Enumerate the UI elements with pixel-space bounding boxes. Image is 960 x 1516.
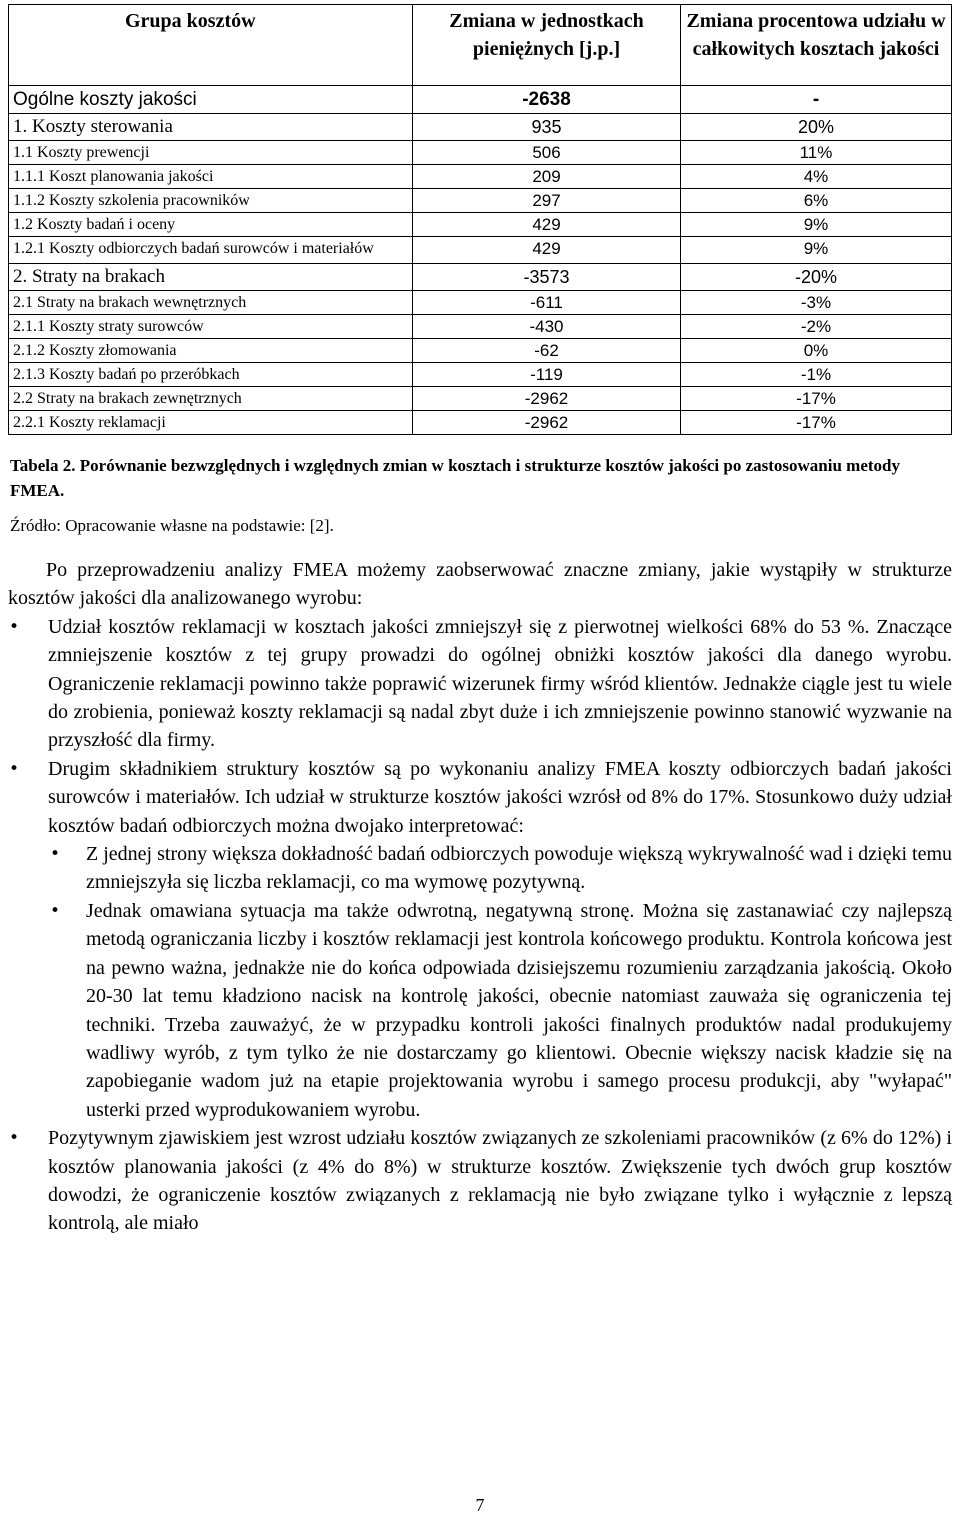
row-label: 2.2 Straty na brakach zewnętrznych bbox=[9, 387, 413, 411]
caption-text: Porównanie bezwzględnych i względnych zmian w kosztach i strukturze kosztów jakości po zastosowaniu metody FMEA. bbox=[10, 456, 900, 500]
list-item bbox=[8, 1124, 952, 1238]
list-item bbox=[8, 755, 952, 1124]
row-percent: -17% bbox=[681, 387, 952, 411]
row-value: 209 bbox=[413, 165, 681, 189]
row-percent: -3% bbox=[681, 291, 952, 315]
row-label: 1.1.1 Koszt planowania jakości bbox=[9, 165, 413, 189]
row-value: -2962 bbox=[413, 387, 681, 411]
row-value: 506 bbox=[413, 141, 681, 165]
bullet-text: Drugim składnikiem struktury kosztów są po wykonaniu analizy FMEA koszty odbiorczych badań jakości surowców i materiałów. Ich udział w strukturze kosztów jakości wzrósł od 8% do 17%. Stosunkowo duży udział kosztów badań odbiorczych można dwojako interpretować: bbox=[48, 757, 952, 837]
row-label: 2. Straty na brakach bbox=[9, 264, 413, 291]
table-row bbox=[9, 411, 952, 435]
bullet-list bbox=[8, 613, 952, 1238]
cost-table bbox=[8, 4, 952, 435]
table-row bbox=[9, 86, 952, 114]
row-label: Ogólne koszty jakości bbox=[9, 86, 413, 114]
row-label: 2.1.3 Koszty badań po przeróbkach bbox=[9, 363, 413, 387]
table-row bbox=[9, 363, 952, 387]
table-row bbox=[9, 237, 952, 264]
document-page bbox=[8, 4, 952, 1238]
sub-bullet-list bbox=[48, 840, 952, 1124]
row-label: 2.2.1 Koszty reklamacji bbox=[9, 411, 413, 435]
header-percent-change: Zmiana procentowa udziału w całkowitych kosztach jakości bbox=[681, 5, 952, 86]
row-percent: -2% bbox=[681, 315, 952, 339]
table-row bbox=[9, 114, 952, 141]
body-text bbox=[8, 556, 952, 1238]
row-label: 2.1.1 Koszty straty surowców bbox=[9, 315, 413, 339]
row-percent: 20% bbox=[681, 114, 952, 141]
row-percent: -20% bbox=[681, 264, 952, 291]
table-row bbox=[9, 165, 952, 189]
row-value: 935 bbox=[413, 114, 681, 141]
row-percent: 9% bbox=[681, 213, 952, 237]
row-value: -3573 bbox=[413, 264, 681, 291]
row-label: 1. Koszty sterowania bbox=[9, 114, 413, 141]
row-value: -2962 bbox=[413, 411, 681, 435]
caption-label: Tabela 2. bbox=[10, 456, 76, 475]
table-row bbox=[9, 387, 952, 411]
row-value: -2638 bbox=[413, 86, 681, 114]
table-caption bbox=[8, 453, 952, 503]
table-row bbox=[9, 291, 952, 315]
page-number: 7 bbox=[475, 1495, 485, 1515]
table-row bbox=[9, 264, 952, 291]
row-percent: 0% bbox=[681, 339, 952, 363]
header-monetary-change: Zmiana w jednostkach pieniężnych [j.p.] bbox=[413, 5, 681, 86]
table-row bbox=[9, 141, 952, 165]
row-label: 2.1 Straty na brakach wewnętrznych bbox=[9, 291, 413, 315]
row-label: 1.2.1 Koszty odbiorczych badań surowców i materiałów bbox=[9, 237, 413, 264]
sub-bullet-text: Z jednej strony większa dokładność badań odbiorczych powoduje większą wykrywalność wad i dzięki temu zmniejszyła się liczba reklamacji, co ma wymowę pozytywną. bbox=[86, 843, 952, 894]
sub-bullet-text: Jednak omawiana sytuacja ma także odwrotną, negatywną stronę. Można się zastanawiać czy najlepszą metodą ograniczania liczby i kosztów reklamacji jest kontrola końcowego produktu. Kontrola końcowa jest na pewno ważna, jednakże nie do końca odpowiada dzisiejszemu rozumieniu zarządzania jakością. Około 20-30 lat temu kładziono nacisk na kontrolę jakości, obecnie natomiast zauważa się ograniczenia tej techniki. Trzeba zauważyć, że w przypadku kontroli jakości finalnych produktów nadal produkujemy wadliwy wyrób, z tym tylko że nie dostarczamy go klientowi. Obecnie większy nacisk kładzie się na zapobieganie wadom już na etapie projektowania wyrobu i samego procesu produkcji, aby "wyłapać" usterki przed wyprodukowaniem wyrobu. bbox=[86, 899, 952, 1121]
list-item bbox=[8, 613, 952, 755]
table-body bbox=[9, 86, 952, 435]
table-row bbox=[9, 339, 952, 363]
row-value: -611 bbox=[413, 291, 681, 315]
row-value: -62 bbox=[413, 339, 681, 363]
row-percent: - bbox=[681, 86, 952, 114]
table-row bbox=[9, 315, 952, 339]
table-header-row bbox=[9, 5, 952, 86]
row-label: 1.2 Koszty badań i oceny bbox=[9, 213, 413, 237]
row-percent: 11% bbox=[681, 141, 952, 165]
row-value: -430 bbox=[413, 315, 681, 339]
row-percent: -17% bbox=[681, 411, 952, 435]
row-value: 297 bbox=[413, 189, 681, 213]
bullet-text: Udział kosztów reklamacji w kosztach jakości zmniejszył się z pierwotnej wielkości 68% do 53 %. Znaczące zmniejszenie kosztów z tej grupy prowadzi do ogólnej obniżki kosztów jakości dla danego wyrobu. Ograniczenie reklamacji powinno także poprawić wizerunek firmy wśród klientów. Jednakże ciągle jest tu wiele do zrobienia, ponieważ koszty reklamacji są nadal zbyt duże i ich zmniejszenie powinno stanowić wyzwanie na przyszłość dla firmy. bbox=[48, 615, 952, 752]
intro-paragraph: Po przeprowadzeniu analizy FMEA możemy zaobserwować znaczne zmiany, jakie wystąpiły w strukturze kosztów jakości dla analizowanego wyrobu: bbox=[8, 559, 952, 610]
header-cost-group: Grupa kosztów bbox=[9, 5, 413, 86]
row-value: -119 bbox=[413, 363, 681, 387]
row-label: 2.1.2 Koszty złomowania bbox=[9, 339, 413, 363]
row-percent: 4% bbox=[681, 165, 952, 189]
bullet-text: Pozytywnym zjawiskiem jest wzrost udziału kosztów związanych ze szkoleniami pracowników (z 6% do 12%) i kosztów planowania jakości (z 4% do 8%) w strukturze kosztów. Zwiększenie tych dwóch grup kosztów dowodzi, że ograniczenie kosztów związanych z reklamacją nie było związane tylko i wyłącznie z lepszą kontrolą, ale miało bbox=[48, 1127, 952, 1235]
row-value: 429 bbox=[413, 213, 681, 237]
row-value: 429 bbox=[413, 237, 681, 264]
table-row bbox=[9, 213, 952, 237]
table-row bbox=[9, 189, 952, 213]
row-percent: 6% bbox=[681, 189, 952, 213]
list-item bbox=[48, 897, 952, 1124]
row-percent: 9% bbox=[681, 237, 952, 264]
row-percent: -1% bbox=[681, 363, 952, 387]
list-item bbox=[48, 840, 952, 897]
table-source: Źródło: Opracowanie własne na podstawie: [2]. bbox=[10, 516, 334, 535]
row-label: 1.1.2 Koszty szkolenia pracowników bbox=[9, 189, 413, 213]
row-label: 1.1 Koszty prewencji bbox=[9, 141, 413, 165]
